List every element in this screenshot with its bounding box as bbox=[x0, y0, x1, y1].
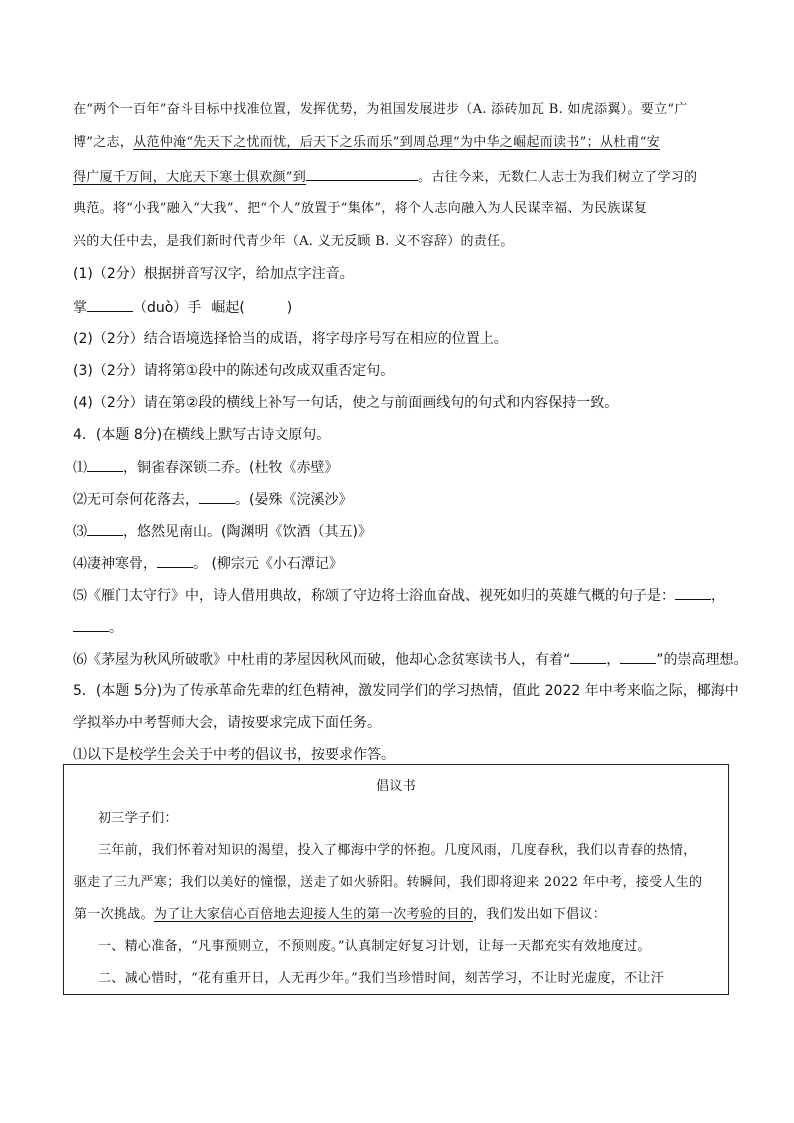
passage-line-3 bbox=[73, 166, 697, 188]
period: 。 bbox=[109, 620, 123, 636]
item-number: ⑶ bbox=[73, 524, 87, 540]
q3-sub3: (3)（2分）请将第①段中的陈述句改成双重否定句。 bbox=[73, 363, 395, 379]
separator: ， bbox=[606, 652, 621, 668]
item-text: ，铜雀春深锁二乔。(杜牧《赤壁》 bbox=[123, 460, 339, 476]
passage-line-1: 在“两个一百年”奋斗目标中找准位置，发挥优势，为祖国发展进步（A. 添砖加瓦 B. 如虎添翼）。要立“广 bbox=[73, 102, 688, 117]
q4-item-5 bbox=[73, 585, 725, 606]
pinyin-text: （duò）手 bbox=[133, 300, 202, 316]
proposal-box bbox=[63, 764, 729, 995]
passage-line-5: 兴的大任中去，是我们新时代青少年（A. 义无反顾 B. 义不容辞）的责任。 bbox=[73, 234, 514, 249]
proposal-para-1: 三年前，我们怀着对知识的渴望，投入了椰海中学的怀抱。几度风雨，几度春秋，我们以青春的热情， bbox=[98, 843, 697, 858]
proposal-item-1: 一、精心准备，“凡事预则立，不预则废。”认真制定好复习计划，让每一天都充实有效地度过。 bbox=[98, 939, 651, 954]
q4-item-1 bbox=[73, 457, 338, 478]
proposal-item-2: 二、减心惜时，“花有重开日，人无再少年。”我们当珍惜时间，刻苦学习，不让时光虚度，不让汗 bbox=[98, 971, 664, 986]
item-text: ⑹《茅屋为秋风所破歌》中杜甫的茅屋因秋风而破，他却心念贫寒读书人，有着“ bbox=[73, 652, 571, 668]
q3-pinyin-line bbox=[73, 297, 292, 318]
item-text: ⑵无可奈何花落去， bbox=[73, 492, 199, 508]
item-text-2: ”的崇高理想。 bbox=[656, 652, 748, 668]
q4-item-4 bbox=[73, 553, 343, 574]
q3-sub2: (2)（2分）结合语境选择恰当的成语，将字母序号写在相应的位置上。 bbox=[73, 331, 508, 347]
fill-blank[interactable] bbox=[570, 649, 606, 664]
q4-item-2 bbox=[73, 489, 352, 510]
q5-sub1: ⑴以下是校学生会关于中考的倡议书，按要求作答。 bbox=[73, 747, 395, 763]
fill-blank[interactable] bbox=[87, 297, 133, 312]
pinyin-text-2: 崛起( bbox=[211, 300, 245, 316]
proposal-title: 倡议书 bbox=[376, 779, 416, 794]
q4-item-6 bbox=[73, 649, 748, 670]
fill-blank[interactable] bbox=[675, 585, 711, 600]
q3-sub4: (4)（2分）请在第②段的横线上补写一句话，使之与前面画线句的句式和内容保持一致。 bbox=[73, 395, 619, 411]
q4-title: 4．(本题 8分)在横线上默写古诗文原句。 bbox=[73, 427, 331, 443]
passage-line-2 bbox=[73, 133, 660, 153]
item-text-2: 。 (柳宗元《小石潭记》 bbox=[193, 556, 343, 572]
proposal-greeting: 初三学子们： bbox=[98, 811, 178, 826]
fill-blank[interactable] bbox=[306, 166, 418, 181]
item-number: ⑴ bbox=[73, 460, 87, 476]
passage-line-3-text: 。古往今来，无数仁人志士为我们树立了学习的 bbox=[418, 170, 698, 185]
item-text: ，悠然见南山。(陶渊明《饮酒（其五)》 bbox=[123, 524, 372, 540]
underlined-sentence-2: 得广厦千万间，大庇天下寒士俱欢颜”到 bbox=[73, 170, 307, 185]
separator: ， bbox=[711, 588, 725, 604]
proposal-para-3 bbox=[74, 905, 606, 925]
pinyin-close: ) bbox=[286, 300, 293, 316]
underlined-sentence: 从范仲淹“先天下之忧而忧，后天下之乐而乐”到周总理“为中华之崛起而读书”；从杜甫“安 bbox=[133, 135, 660, 150]
underlined-sentence: 为了让大家信心百倍地去迎接人生的第一次考验的目的 bbox=[153, 907, 474, 922]
proposal-text: 第一次挑战。 bbox=[74, 907, 154, 922]
proposal-para-2: 驱走了三九严寒；我们以美好的憧憬，送走了如火骄阳。转瞬间，我们即将迎来 2022 年中考，接受人生的 bbox=[74, 875, 703, 890]
fill-blank[interactable] bbox=[73, 617, 109, 632]
q4-item-3 bbox=[73, 521, 372, 542]
item-text: ⑸《雁门太守行》中，诗人借用典故，称颂了守边将士浴血奋战、视死如归的英雄气概的句子是： bbox=[73, 588, 675, 604]
proposal-text-2: ，我们发出如下倡议： bbox=[473, 907, 607, 922]
pinyin-char: 掌 bbox=[73, 300, 87, 316]
fill-blank[interactable] bbox=[87, 457, 123, 472]
q5-line-1: 5．(本题 5分)为了传承革命先辈的红色精神，激发同学们的学习热情，值此 2022 年中考来临之际，椰海中 bbox=[73, 683, 739, 699]
item-text-2: 。(晏殊《浣溪沙》 bbox=[235, 492, 353, 508]
fill-blank[interactable] bbox=[157, 553, 193, 568]
item-text: ⑷凄神寒骨， bbox=[73, 556, 157, 572]
fill-blank[interactable] bbox=[620, 649, 656, 664]
q3-sub1: (1)（2分）根据拼音写汉字，给加点字注音。 bbox=[73, 266, 354, 282]
passage-line-2-text: 博”之志， bbox=[73, 135, 134, 150]
fill-blank[interactable] bbox=[199, 489, 235, 504]
q4-item-5-cont bbox=[73, 617, 123, 638]
q5-line-2: 学拟举办中考誓师大会，请按要求完成下面任务。 bbox=[73, 715, 381, 731]
fill-blank[interactable] bbox=[87, 521, 123, 536]
passage-line-4: 典范。将“小我”融入“大我”、把“个人”放置于“集体”，将个人志向融入为人民谋幸福、为民族谋复 bbox=[73, 201, 648, 216]
